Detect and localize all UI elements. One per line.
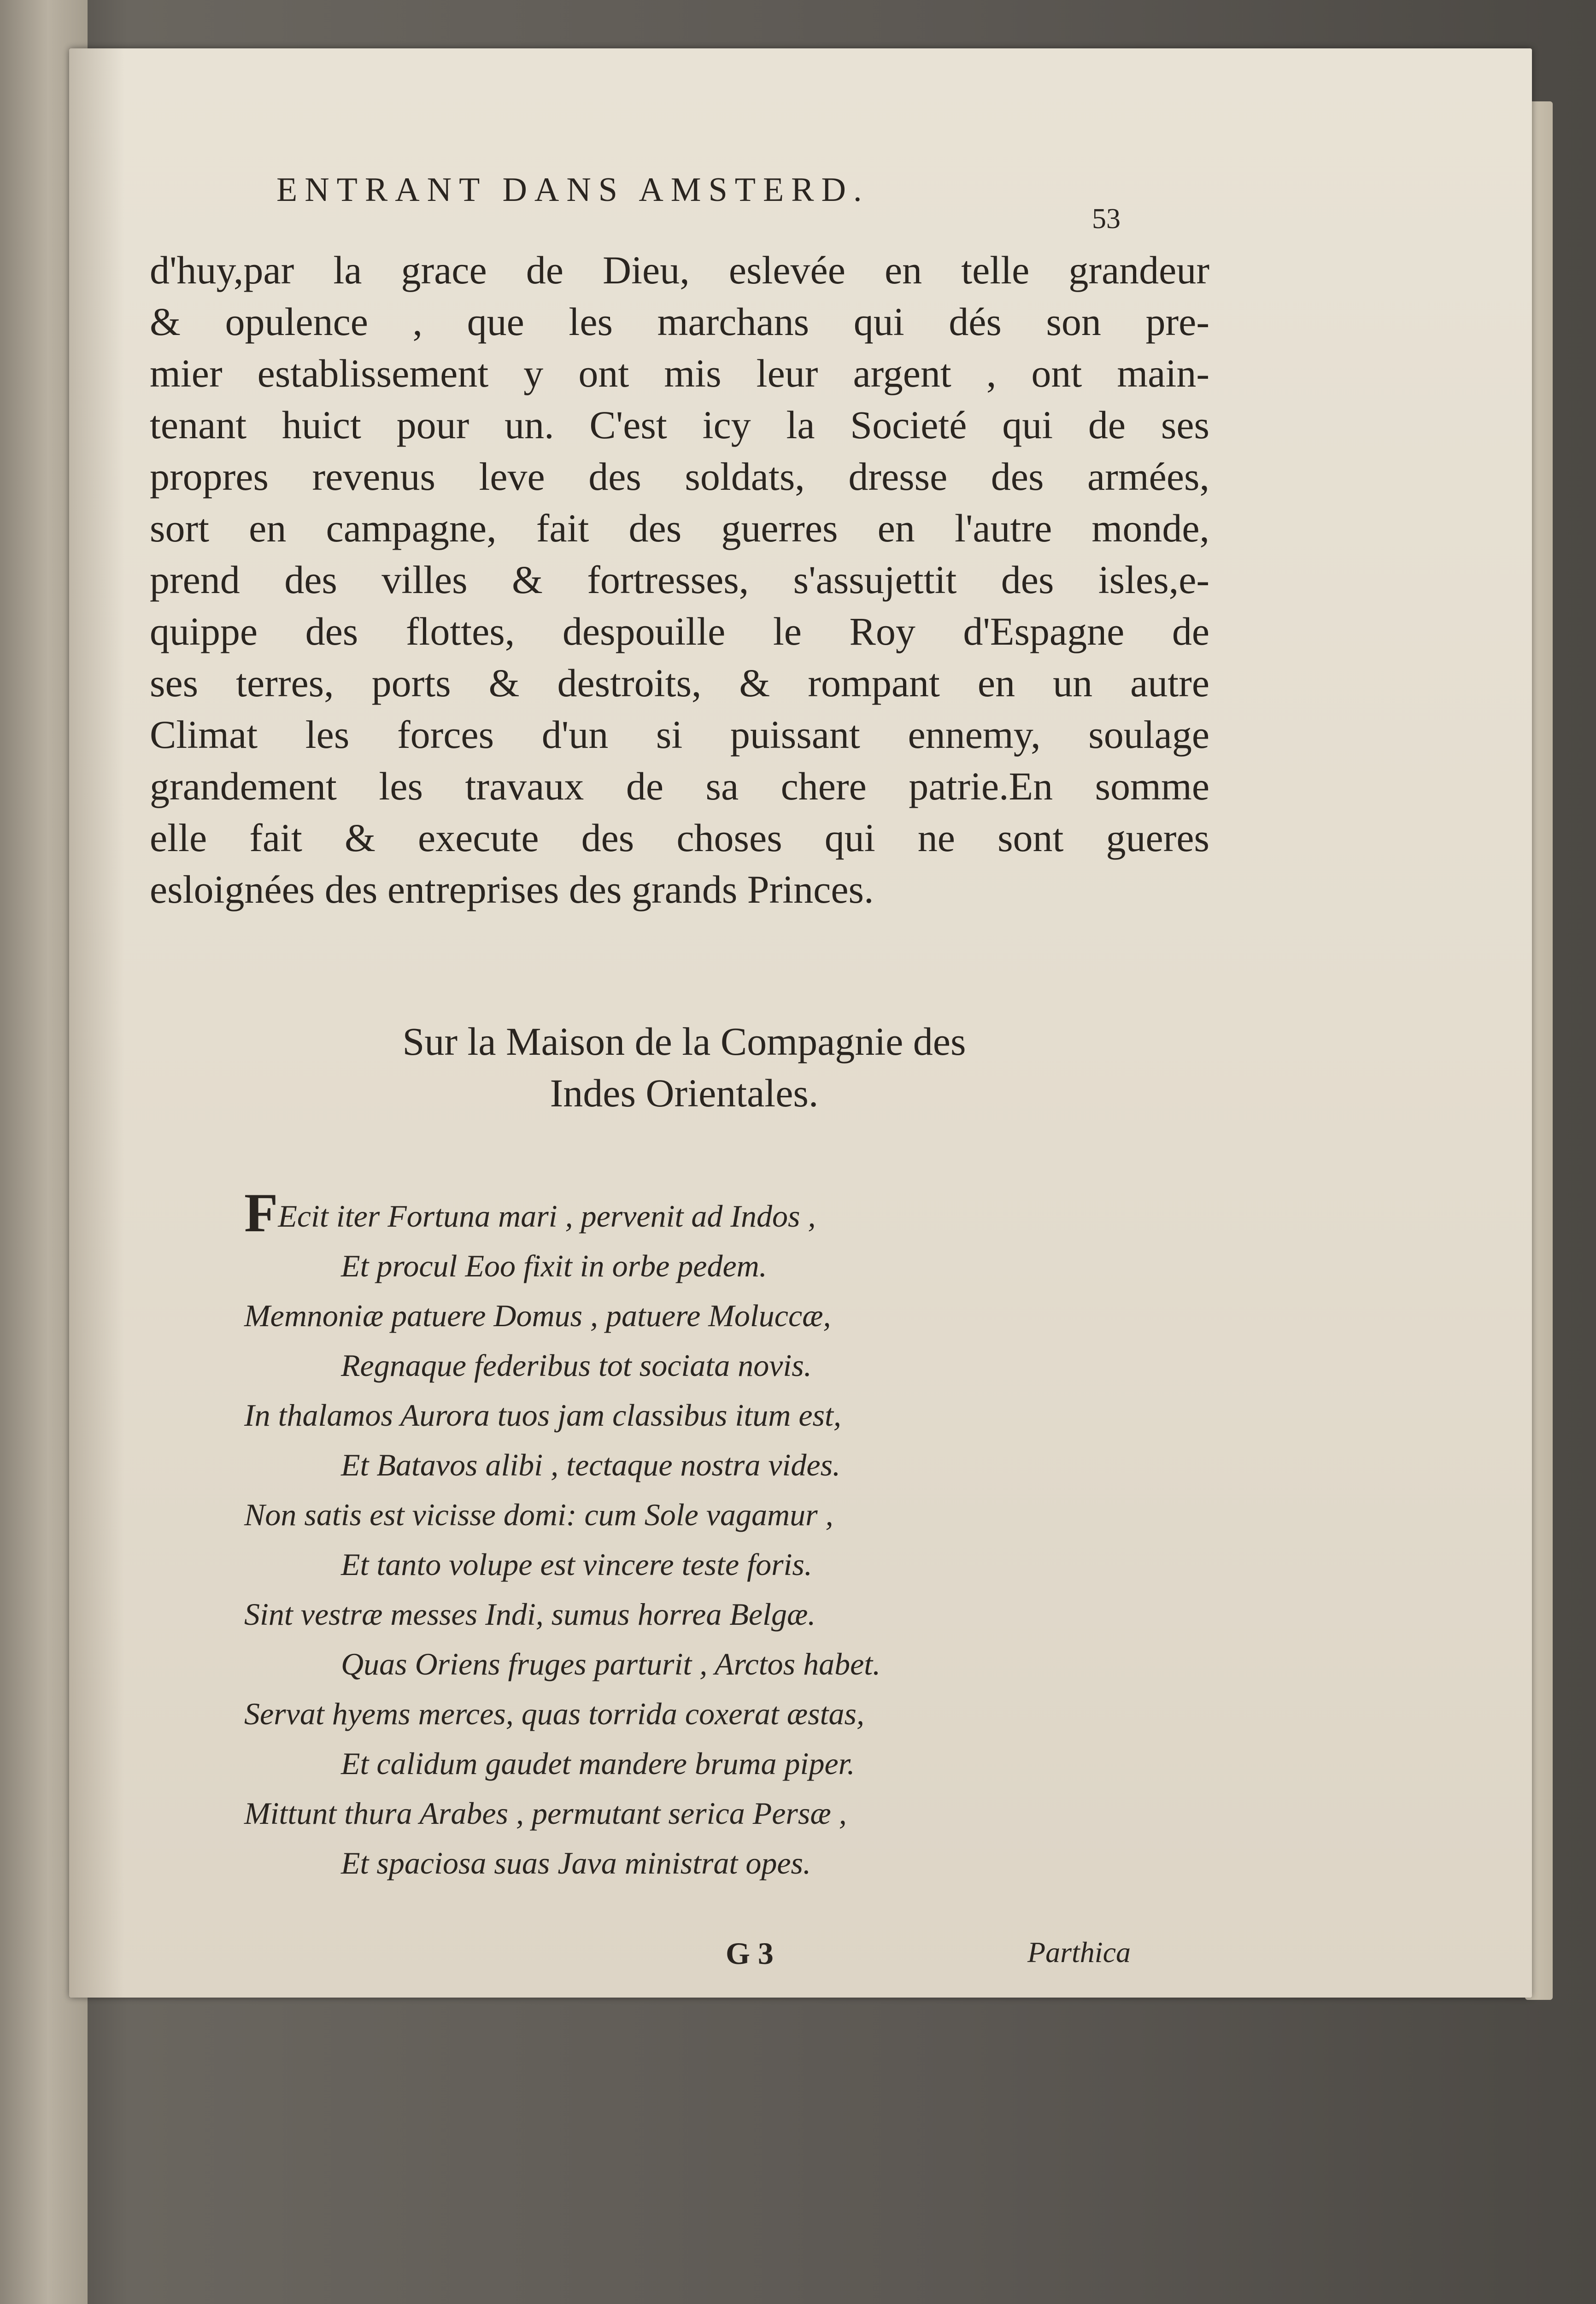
poem-line: Servat hyems merces, quas torrida coxerat æstas,	[244, 1696, 864, 1731]
poem-line: Sint vestræ messes Indi, sumus horrea Belgæ.	[244, 1597, 816, 1632]
prose-line: quippe des flottes, despouille le Roy d'Espagne de	[150, 609, 1209, 653]
poem-first-line-text: Ecit iter Fortuna mari , pervenit ad Indos ,	[278, 1199, 816, 1234]
prose-line: prend des villes & fortresses, s'assujettit des isles,e-	[150, 558, 1209, 602]
poem-line: Et spaciosa suas Java ministrat opes.	[341, 1846, 811, 1881]
poem-line	[244, 1182, 1074, 1243]
section-heading-line-1: Sur la Maison de la Compagnie des	[402, 1019, 966, 1064]
poem-line: Et calidum gaudet mandere bruma piper.	[341, 1746, 855, 1781]
prose-line: ses terres, ports & destroits, & rompant en un autre	[150, 661, 1209, 705]
poem-line: Quas Oriens fruges parturit , Arctos habet.	[341, 1646, 881, 1681]
page-number: 53	[1092, 203, 1121, 235]
prose-line: propres revenus leve des soldats, dresse des armées,	[150, 454, 1209, 499]
section-heading-line-2: Indes Orientales.	[550, 1071, 819, 1115]
signature-mark: G 3	[726, 1936, 774, 1971]
catchword: Parthica	[1027, 1936, 1131, 1969]
poem-line: Et procul Eoo fixit in orbe pedem.	[341, 1248, 767, 1283]
prose-line: tenant huict pour un. C'est icy la Societé qui de ses	[150, 403, 1209, 447]
poem-line: Et tanto volupe est vincere teste foris.	[341, 1547, 812, 1582]
poem-line: Memnoniæ patuere Domus , patuere Moluccæ,	[244, 1298, 831, 1333]
latin-poem	[244, 1182, 1074, 1888]
poem-line: Et Batavos alibi , tectaque nostra vides.	[341, 1447, 841, 1482]
prose-paragraph	[150, 244, 1209, 915]
prose-line: esloignées des entreprises des grands Princes.	[150, 867, 874, 911]
running-head: ENTRANT DANS AMSTERD.	[276, 171, 869, 209]
gutter-shadow	[69, 48, 124, 1998]
prose-line: mier establissement y ont mis leur argent , ont main-	[150, 351, 1209, 395]
poem-line: In thalamos Aurora tuos jam classibus itum est,	[244, 1398, 841, 1433]
prose-line: Climat les forces d'un si puissant ennemy, soulage	[150, 712, 1209, 757]
poem-line: Non satis est vicisse domi: cum Sole vagamur ,	[244, 1497, 833, 1532]
prose-line: & opulence , que les marchans qui dés son pre-	[150, 300, 1209, 344]
poem-line: Mittunt thura Arabes , permutant serica Persæ ,	[244, 1796, 847, 1831]
prose-line: elle fait & execute des choses qui ne sont gueres	[150, 816, 1209, 860]
poem-line: Regnaque federibus tot sociata novis.	[341, 1348, 812, 1383]
prose-line: sort en campagne, fait des guerres en l'autre monde,	[150, 506, 1209, 550]
drop-cap: F	[244, 1182, 278, 1243]
prose-line: d'huy,par la grace de Dieu, eslevée en telle grandeur	[150, 248, 1209, 292]
prose-line: grandement les travaux de sa chere patrie.En somme	[150, 764, 1209, 808]
